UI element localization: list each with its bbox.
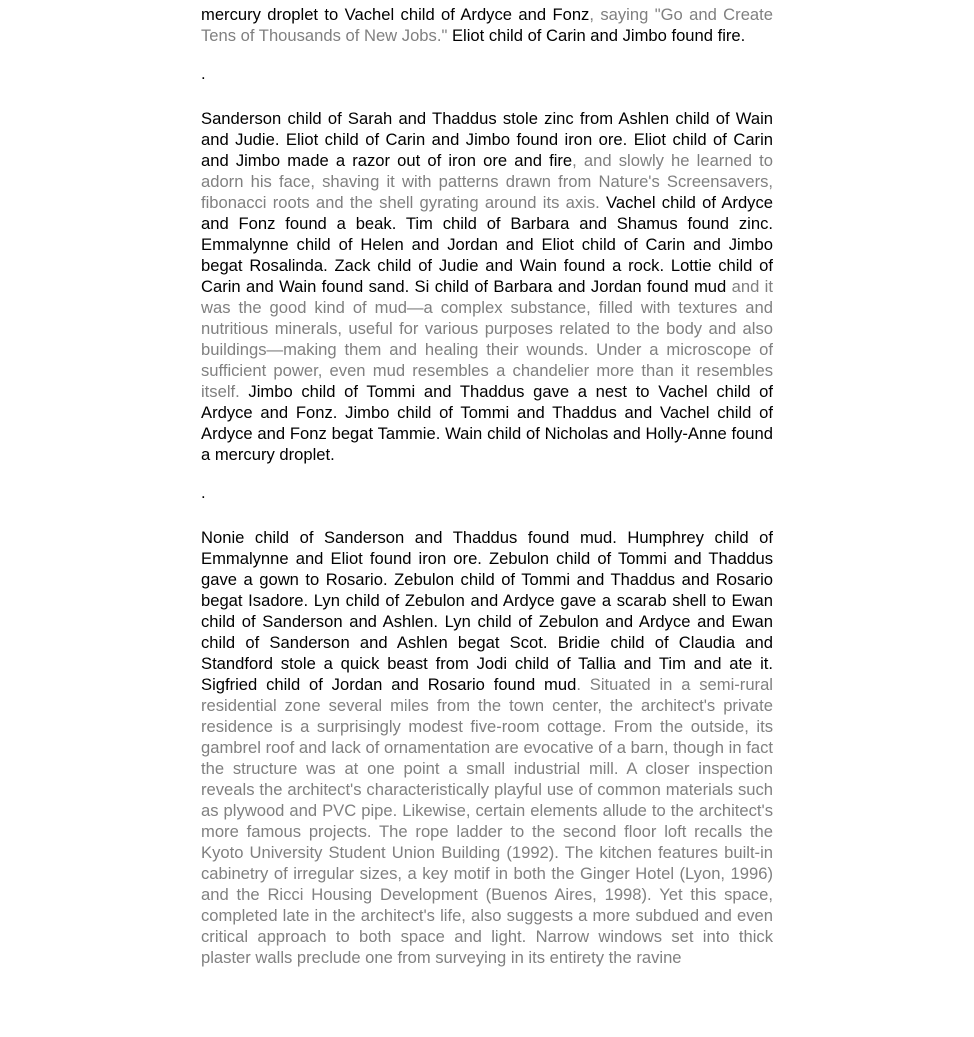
- document-page: [201, 4, 773, 968]
- paragraph-3: [201, 527, 773, 968]
- text-run: Eliot child of Carin and Jimbo found fire.: [451, 26, 746, 45]
- text-run-gray: . Situated in a semi-rural residential zone several miles from the town center, the architect's private residence is a surprisingly modest five-room cottage. From the outside, its gambrel roof and lack of ornamentation are evocative of a barn, though in fact the structure was at one point a small industrial mill. A closer inspection reveals the architect's characteristically playful use of common materials such as plywood and PVC pipe. Likewise, certain elements allude to the architect's more famous projects. The rope ladder to the second floor loft recalls the Kyoto University Student Union Building (1992). The kitchen features built-in cabinetry of irregular sizes, a key motif in both the Ginger Hotel (Lyon, 1996) and the Ricci Housing Development (Buenos Aires, 1998). Yet this space, completed late in the architect's life, also suggests a more subdued and even critical approach to both space and light. Narrow windows set into thick plaster walls preclude one from surveying in its entirety the ravine: [201, 675, 773, 967]
- text-run: Vachel child of Ardyce and Fonz found a beak. Tim child of Barbara and Shamus found zinc. Emmalynne child of Helen and Jordan and Eliot child of Carin and Jimbo begat Rosalinda. Zack child of Judie and Wain found a rock. Lottie child of Carin and Wain found sand. Si child of Barbara and Jordan found mud: [201, 193, 773, 296]
- text-run: Jimbo child of Tommi and Thaddus gave a nest to Vachel child of Ardyce and Fonz. Jimbo child of Tommi and Thaddus and Vachel child of Ardyce and Fonz begat Tammie. Wain child of Nicholas and Holly-Anne found a mercury droplet.: [201, 382, 773, 464]
- text-run: mercury droplet to Vachel child of Ardyce and Fonz: [201, 5, 590, 24]
- text-run-gray: , and slowly he learned to adorn his face, shaving it with patterns drawn from Nature's Screensavers, fibonacci roots and the shell gyrating around its axis.: [201, 151, 773, 212]
- paragraph-1: [201, 4, 773, 46]
- text-run: Sanderson child of Sarah and Thaddus stole zinc from Ashlen child of Wain and Judie. Eliot child of Carin and Jimbo found iron ore. Eliot child of Carin and Jimbo made a razor out of iron ore and fire: [201, 109, 773, 170]
- section-separator-1: .: [201, 64, 206, 83]
- paragraph-2: [201, 108, 773, 465]
- text-run: Nonie child of Sanderson and Thaddus found mud. Humphrey child of Emmalynne and Eliot found iron ore. Zebulon child of Tommi and Thaddus gave a gown to Rosario. Zebulon child of Tommi and Thaddus and Rosario begat Isadore. Lyn child of Zebulon and Ardyce gave a scarab shell to Ewan child of Sanderson and Ashlen. Lyn child of Zebulon and Ardyce and Ewan child of Sanderson and Ashlen begat Scot. Bridie child of Claudia and Standford stole a quick beast from Jodi child of Tallia and Tim and ate it. Sigfried child of Jordan and Rosario found mud: [201, 528, 773, 694]
- section-separator-2: .: [201, 483, 206, 502]
- text-run-gray: and it was the good kind of mud—a complex substance, filled with textures and nutritious minerals, useful for various purposes related to the body and also buildings—making them and healing their wounds. Under a microscope of sufficient power, even mud resembles a chandelier more than it resembles itself.: [201, 277, 773, 401]
- text-run-gray: , saying "Go and Create Tens of Thousands of New Jobs.": [201, 5, 773, 45]
